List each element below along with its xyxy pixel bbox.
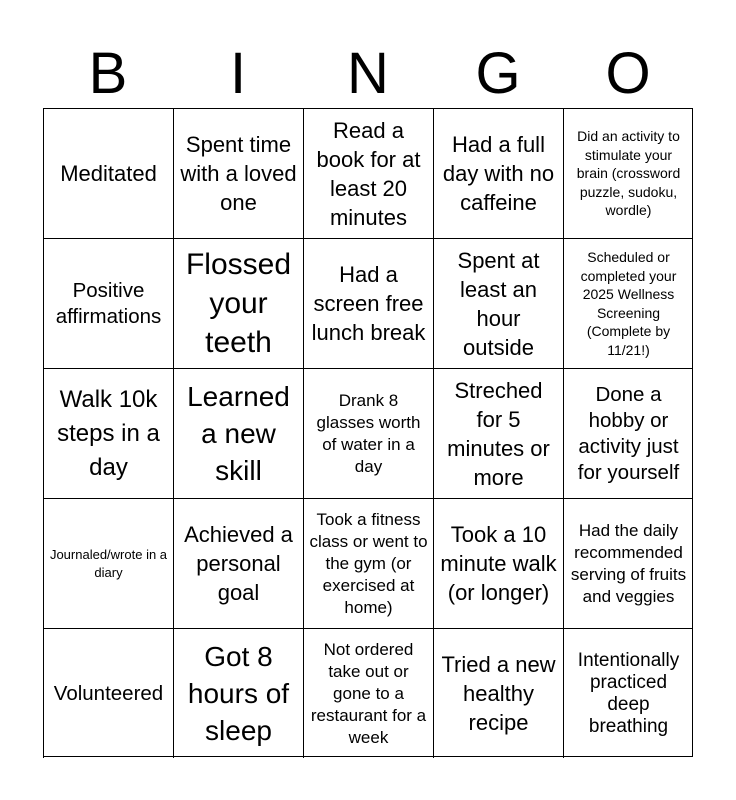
bingo-cell[interactable] (563, 498, 693, 628)
bingo-cell[interactable] (433, 238, 563, 368)
cell-text: Streched for 5 minutes or more (447, 377, 550, 490)
bingo-grid (43, 108, 693, 757)
cell-text: Scheduled or completed your 2025 Wellness Screening (Complete by 11/21!) (580, 249, 677, 358)
bingo-cell[interactable] (303, 238, 433, 368)
cell-text: Done a hobby or activity just for yourself (577, 382, 680, 484)
cell-text: Had the daily recommended serving of fruits and veggies (570, 520, 687, 606)
bingo-cell[interactable] (43, 368, 173, 498)
bingo-cell[interactable] (173, 628, 303, 758)
bingo-cell[interactable] (433, 628, 563, 758)
cell-text: Volunteered (53, 681, 164, 705)
header-letter-g: G (475, 41, 521, 106)
cell-text: Had a screen free lunch break (311, 262, 426, 345)
cell-text: Intentionally practiced deep breathing (577, 649, 680, 737)
cell-text: Had a full day with no caffeine (442, 132, 555, 215)
cell-text: Positive affirmations (55, 278, 162, 328)
bingo-cell[interactable] (563, 628, 693, 758)
cell-text: Flossed your teeth (185, 248, 292, 359)
cell-text: Spent at least an hour outside (457, 247, 540, 360)
bingo-cell[interactable] (173, 238, 303, 368)
cell-text: Spent time with a loved one (180, 132, 297, 215)
bingo-cell[interactable] (433, 108, 563, 238)
bingo-cell[interactable] (303, 628, 433, 758)
bingo-cell[interactable] (433, 498, 563, 628)
header-letter-b: B (88, 41, 128, 106)
cell-text: Took a fitness class or went to the gym (or exercised at home) (309, 509, 428, 617)
cell-text: Learned a new skill (187, 381, 290, 486)
bingo-cell[interactable] (563, 108, 693, 238)
bingo-cell[interactable] (303, 498, 433, 628)
cell-text: Read a book for at least 20 minutes (316, 117, 421, 230)
cell-text: Drank 8 glasses worth of water in a day (316, 390, 421, 476)
cell-text: Tried a new healthy recipe (441, 652, 556, 735)
bingo-cell[interactable] (173, 108, 303, 238)
cell-text: Meditated (60, 161, 157, 186)
cell-text: Walk 10k steps in a day (57, 385, 160, 481)
cell-text: Did an activity to stimulate your brain (crossword puzzle, sudoku, wordle) (576, 128, 681, 219)
cell-text: Not ordered take out or gone to a restaurant for a week (310, 639, 427, 747)
bingo-cell[interactable] (433, 368, 563, 498)
bingo-header (43, 41, 693, 106)
bingo-cell[interactable] (173, 368, 303, 498)
cell-text: Journaled/wrote in a diary (49, 546, 168, 580)
cell-text: Achieved a personal goal (184, 522, 293, 605)
header-letter-o: O (605, 41, 651, 106)
header-letter-i: I (229, 41, 247, 106)
bingo-cell[interactable] (43, 238, 173, 368)
bingo-cell[interactable] (303, 368, 433, 498)
bingo-cell[interactable] (43, 498, 173, 628)
bingo-cell[interactable] (563, 368, 693, 498)
cell-text: Got 8 hours of sleep (187, 641, 290, 746)
bingo-cell[interactable] (563, 238, 693, 368)
header-letter-n: N (347, 41, 389, 106)
bingo-cell[interactable] (43, 108, 173, 238)
bingo-cell[interactable] (43, 628, 173, 758)
cell-text: Took a 10 minute walk (or longer) (440, 522, 557, 605)
bingo-cell[interactable] (173, 498, 303, 628)
bingo-cell[interactable] (303, 108, 433, 238)
